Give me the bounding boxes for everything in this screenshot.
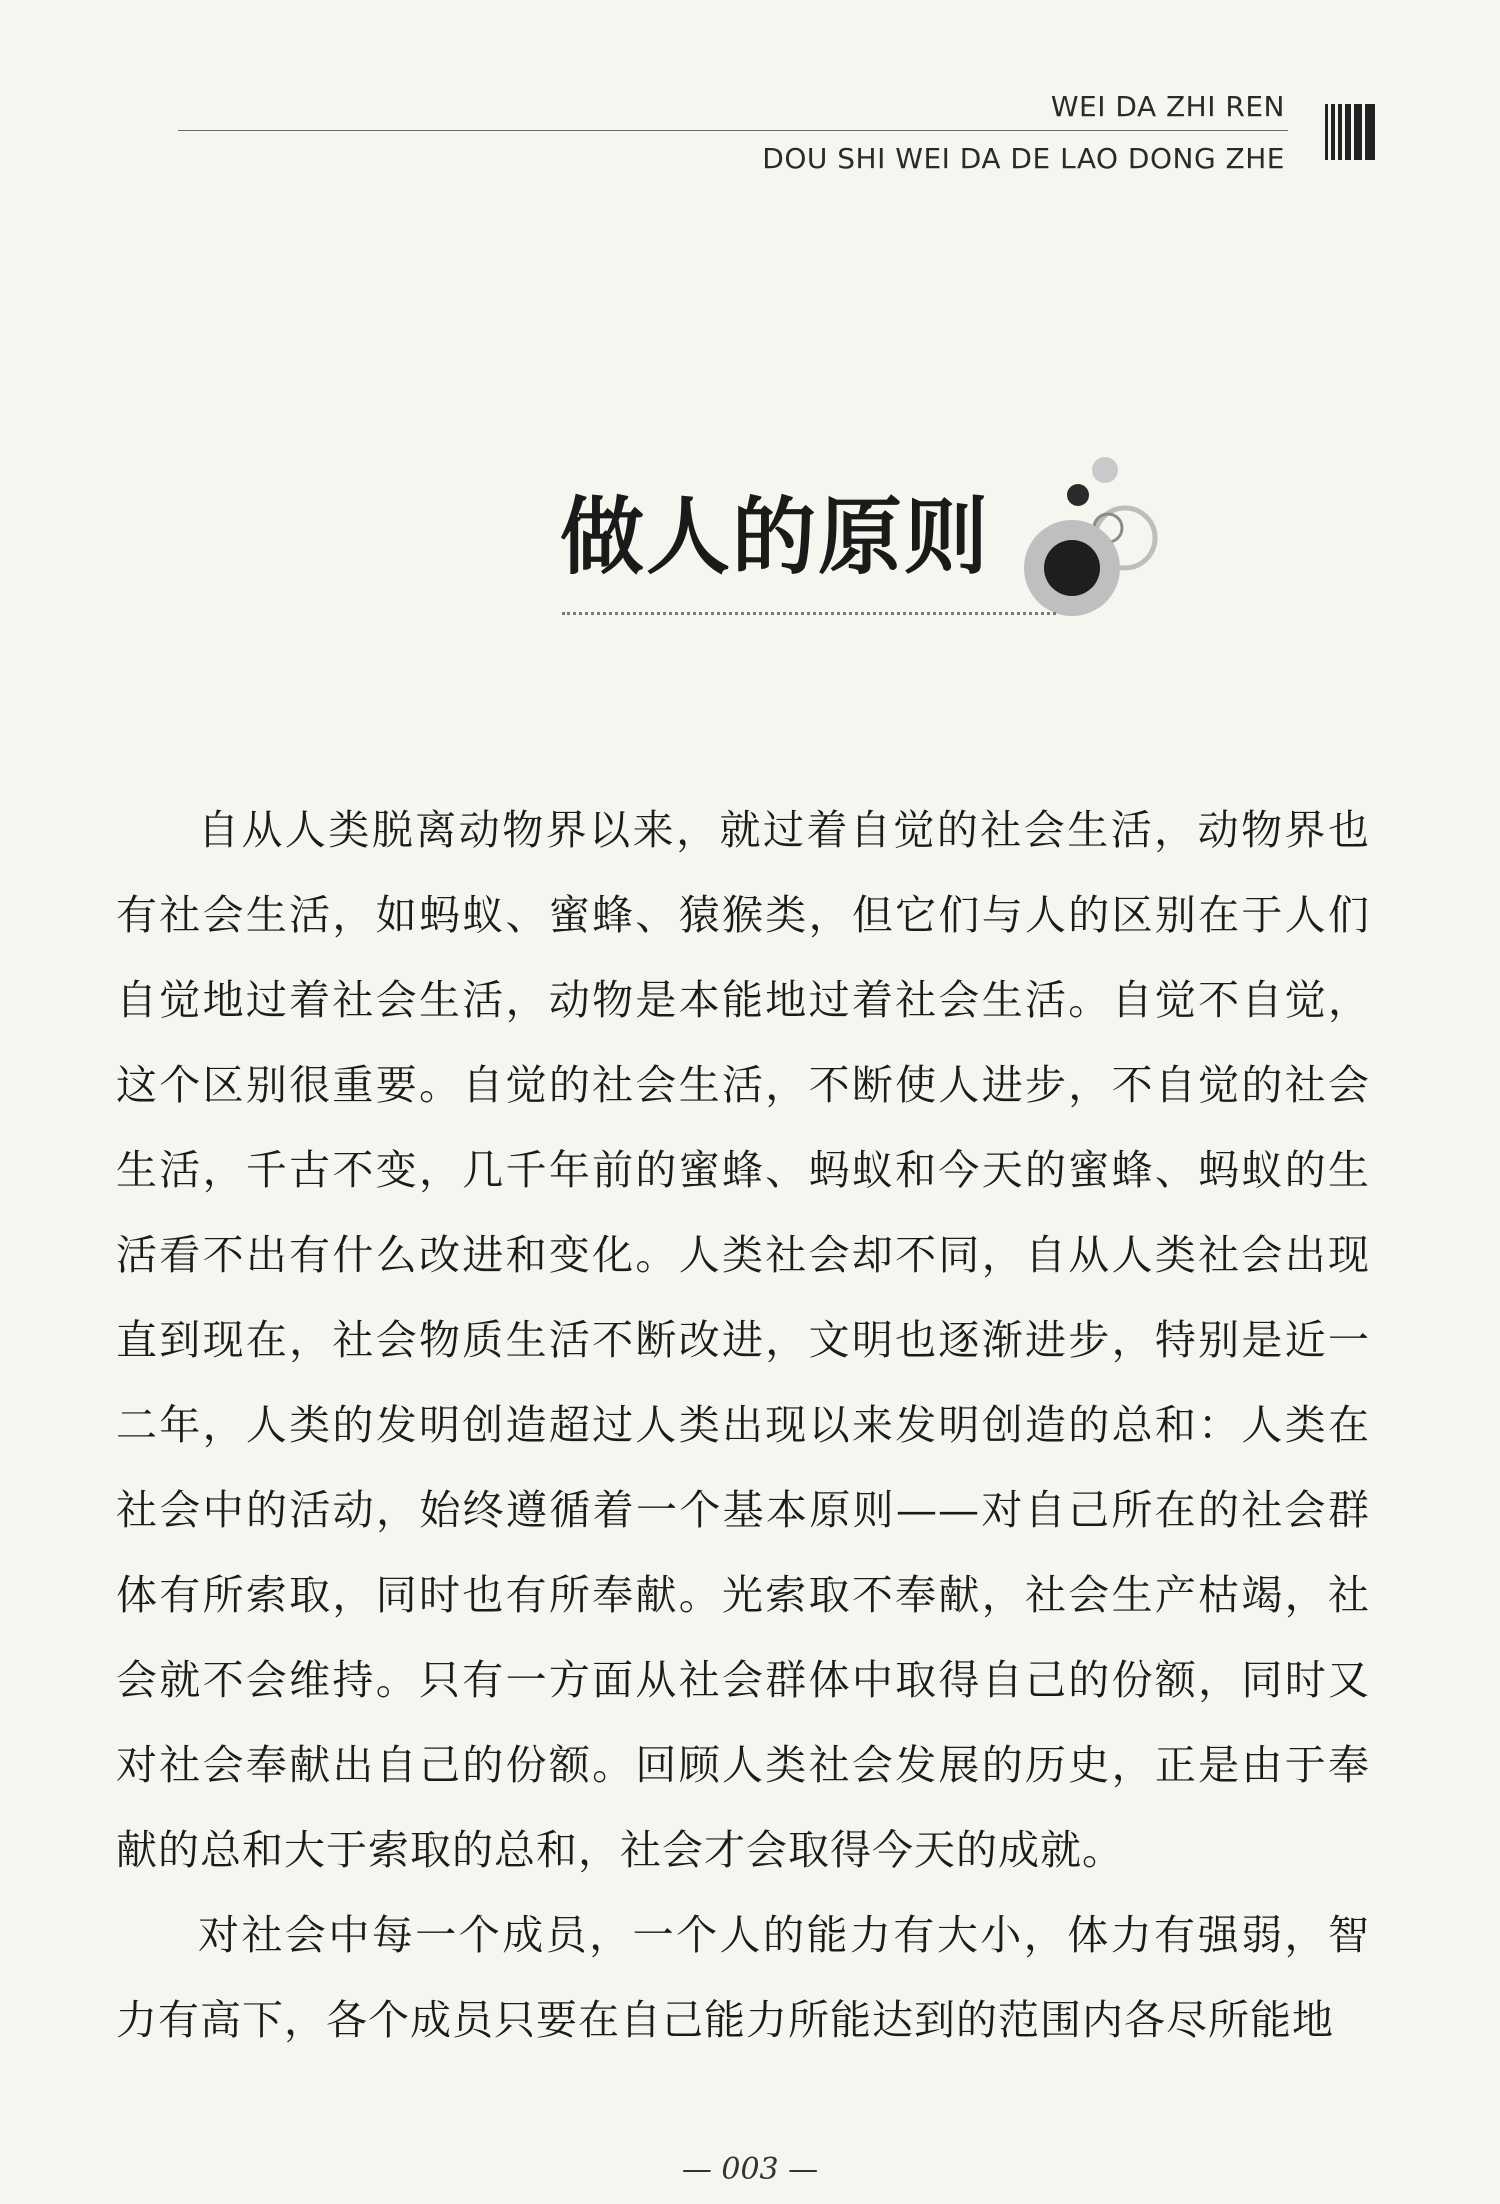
running-header-line1: WEI DA ZHI REN [1050,90,1285,123]
header-bars-ornament [1325,104,1375,160]
paragraph: 对社会中每一个成员，一个人的能力有大小，体力有强弱，智力有高下，各个成员只要在自己能力所能达到的范围内各尽所能地 [116,1911,1370,2044]
paragraph: 自从人类脱离动物界以来，就过着自觉的社会生活，动物界也有社会生活，如蚂蚁、蜜蜂、猿猴类，但它们与人的区别在于人们自觉地过着社会生活，动物是本能地过着社会生活。自觉不自觉，这个区别很重要。自觉的社会生活，不断使人进步，不自觉的社会生活，千古不变，几千年前的蜜蜂、蚂蚁和今天的蜜蜂、蚂蚁的生活看不出有什么改进和变化。人类社会却不同，自从人类社会出现直到现在，社会物质生活不断改进，文明也逐渐进步，特别是近一二年，人类的发明创造超过人类出现以来发明创造的总和：人类在社会中的活动，始终遵循着一个基本原则——对自己所在的社会群体有所索取，同时也有所奉献。光索取不奉献，社会生产枯竭，社会就不会维持。只有一方面从社会群体中取得自己的份额，同时又对社会奉献出自己的份额。回顾人类社会发展的历史，正是由于奉献的总和大于索取的总和，社会才会取得今天的成就。 [116,806,1370,1874]
chapter-title: 做人的原则 [560,488,991,586]
running-header-line2: DOU SHI WEI DA DE LAO DONG ZHE [762,142,1285,175]
title-dotted-rule [562,612,1056,615]
body-text [116,788,1370,2063]
circles-ornament-icon [1000,440,1180,620]
page-number: — 003 — [681,2152,819,2187]
header-rule [178,130,1288,131]
